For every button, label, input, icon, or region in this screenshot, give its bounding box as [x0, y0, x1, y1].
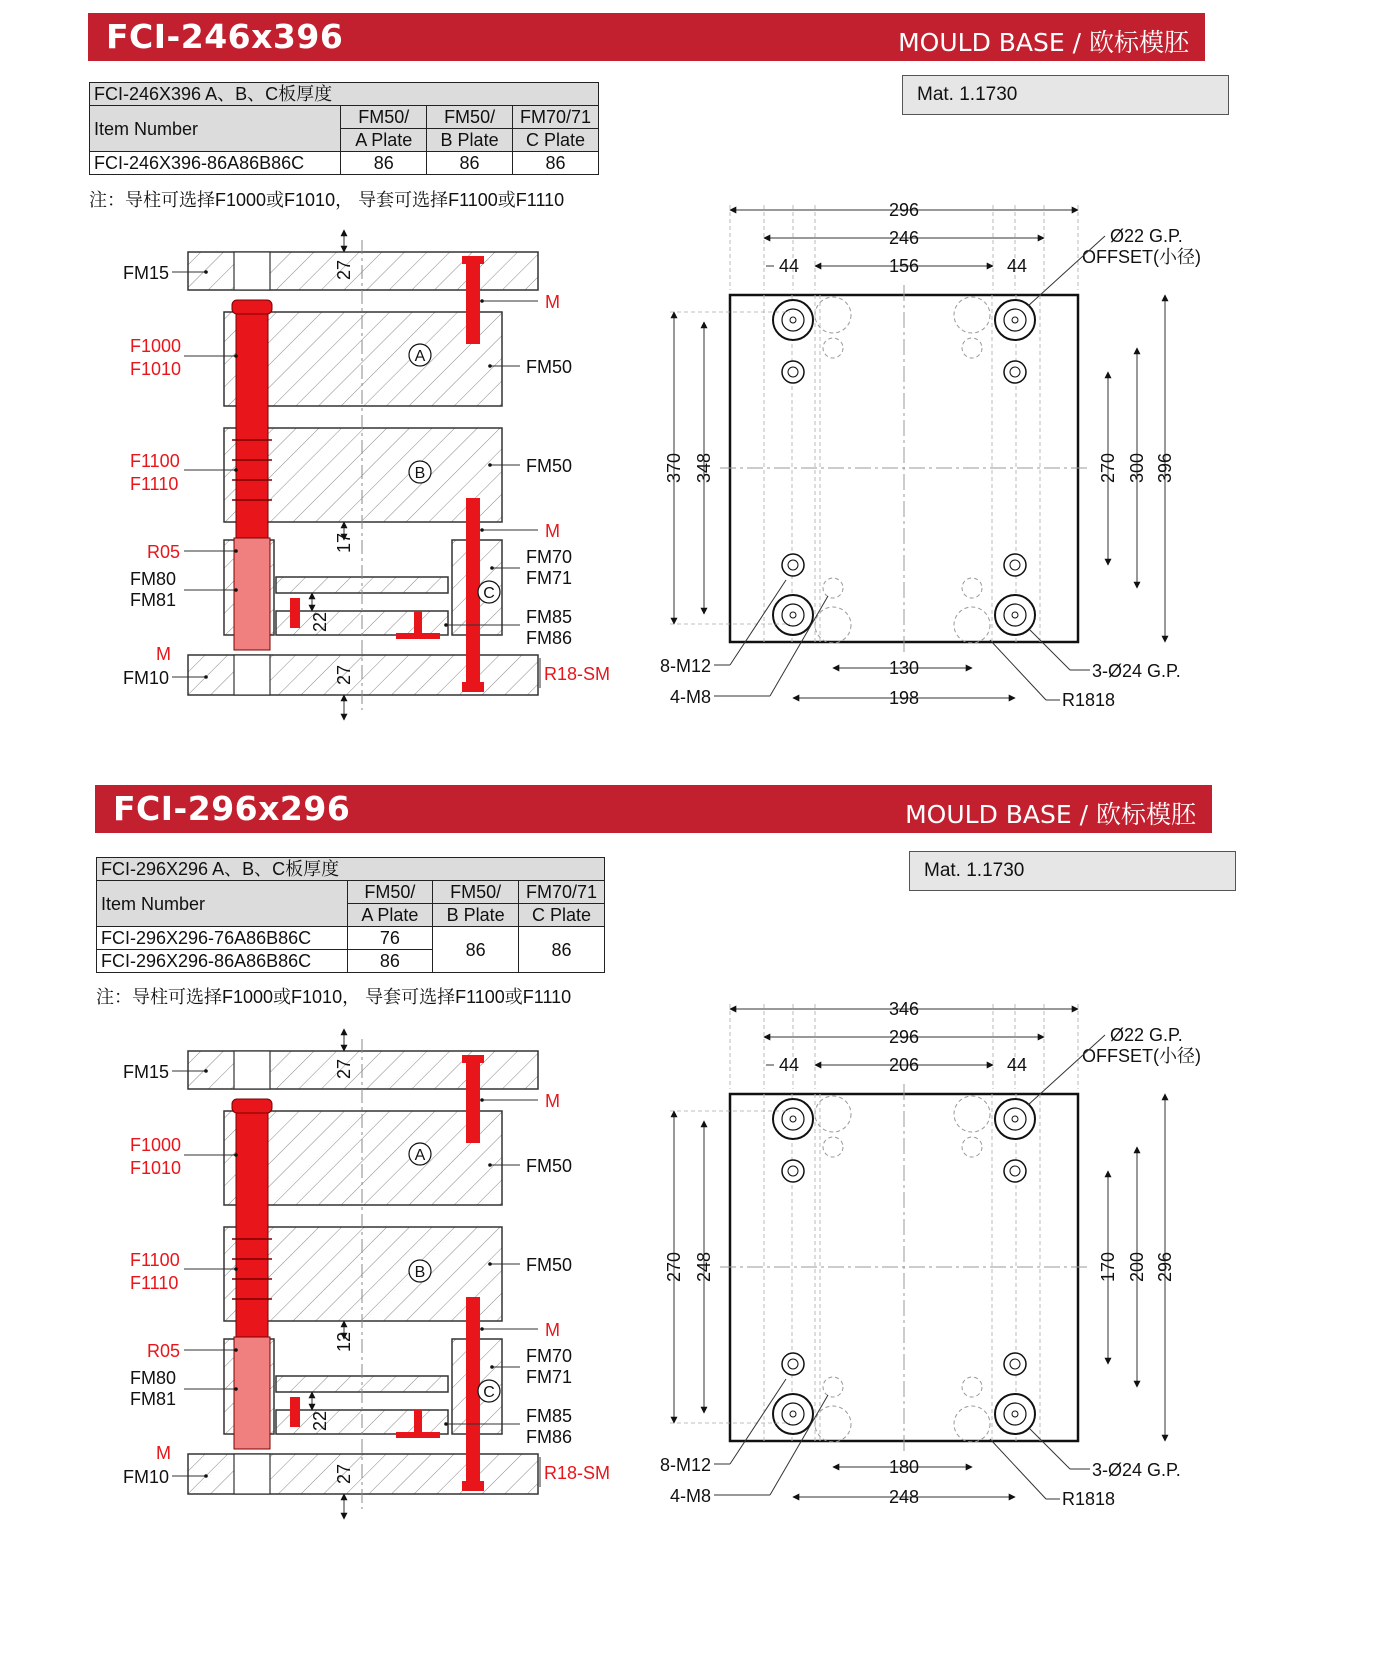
dim-396: 296: [1155, 1251, 1175, 1283]
fm86-label: FM86: [526, 1427, 573, 1447]
model-code: FCI-296x296: [113, 789, 351, 828]
bore-gap: [234, 655, 270, 695]
leader-dot: [490, 1365, 494, 1369]
fm15-label: FM15: [123, 263, 170, 283]
m8-label: 4-M8: [670, 687, 712, 707]
dim-300: 200: [1127, 1251, 1147, 1283]
fm80-label: FM80: [130, 569, 177, 589]
fm71-label: FM71: [526, 1367, 573, 1387]
dim-198: 198: [888, 688, 920, 708]
f1010-label: F1010: [130, 1158, 182, 1178]
col-c-header-1: FM70/71: [519, 881, 605, 904]
m12-label: 8-M12: [660, 1455, 712, 1475]
fm80-label: FM80: [130, 1368, 177, 1388]
screw-hole: [1004, 1353, 1026, 1375]
side-view-svg: [0, 799, 650, 1559]
gp24-label: 3-Ø24 G.P.: [1092, 1460, 1181, 1480]
fm10-label: FM10: [123, 1467, 170, 1487]
item-number-cell: FCI-296X296-76A86B86C: [97, 927, 348, 950]
col-b-header-2: B Plate: [427, 129, 513, 152]
guide-pillar-head: [232, 300, 272, 314]
banner-subtitle: MOULD BASE / 欧标模胚: [905, 800, 1196, 829]
stop-pin: [414, 611, 422, 637]
screw-hole: [1004, 554, 1026, 576]
dim-270: 170: [1098, 1251, 1118, 1283]
dim-c-label: 12: [334, 1331, 354, 1353]
gp22-label: Ø22 G.P.: [1110, 1025, 1183, 1045]
dim-130: 180: [888, 1457, 920, 1477]
col-c-header-2: C Plate: [519, 904, 605, 927]
leader-dot: [480, 299, 484, 303]
screw-body: [466, 1061, 480, 1143]
dim-right-width: 44: [1006, 1055, 1028, 1075]
return-pin-head: [462, 682, 484, 692]
offset-label: OFFSET(小径): [1082, 1046, 1201, 1066]
dim-left-width: 44: [778, 256, 800, 276]
plan-view-svg: [650, 0, 1300, 760]
leader-dot: [204, 270, 208, 274]
item-number-header: Item Number: [90, 106, 341, 152]
dim-top-label: 27: [334, 1058, 354, 1080]
leader-line: [990, 640, 1046, 700]
dim-left-width: 44: [778, 1055, 800, 1075]
side-view-svg: [0, 0, 650, 760]
fm15-label: FM15: [123, 1062, 170, 1082]
leader-dot: [234, 1267, 238, 1271]
dim-370: 370: [664, 452, 684, 484]
guide-note: 注：导柱可选择F1000或F1010， 导套可选择F1100或F1110: [89, 190, 565, 210]
model-code: FCI-246x396: [106, 17, 344, 56]
dim-370: 270: [664, 1251, 684, 1283]
return-pin-head: [462, 1481, 484, 1491]
dim-top-label: 27: [334, 259, 354, 281]
ejector-screw: [290, 1397, 300, 1427]
fm10-label: FM10: [123, 668, 170, 688]
r18-sm-label: R18-SM: [544, 1463, 611, 1483]
guide-pillar-hole: [995, 1394, 1035, 1434]
f1010-label: F1010: [130, 359, 182, 379]
guide-pillar-hole: [773, 300, 813, 340]
guide-pillar-hole: [773, 1394, 813, 1434]
c-plate-cell: 86: [513, 152, 599, 175]
col-b-header-1: FM50/: [427, 106, 513, 129]
dim-bot-label: 27: [334, 1463, 354, 1485]
leader-dot: [234, 549, 238, 553]
col-a-header-2: A Plate: [347, 904, 433, 927]
table-title: FCI-296X296 A、B、C板厚度: [97, 858, 605, 881]
f1000-label: F1000: [130, 336, 182, 356]
col-b-header-2: B Plate: [433, 904, 519, 927]
leader-dot: [444, 623, 448, 627]
r1818-label: R1818: [1062, 1489, 1116, 1509]
fm50-a-label: FM50: [526, 357, 573, 377]
guide-pillar-hole: [995, 595, 1035, 635]
dim-bot-label: 27: [334, 664, 354, 686]
r05-label: R05: [147, 1341, 181, 1361]
leader-dot: [480, 1098, 484, 1102]
leader-dot: [480, 528, 484, 532]
fm81-label: FM81: [130, 1389, 177, 1409]
screw-hole: [782, 554, 804, 576]
dim-mid-width: 156: [888, 256, 920, 276]
f1100-label: F1100: [130, 451, 180, 471]
table-title: FCI-246X396 A、B、C板厚度: [90, 83, 599, 106]
dim-130: 130: [888, 658, 920, 678]
guide-sleeve: [234, 1337, 270, 1449]
f1000-label: F1000: [130, 1135, 182, 1155]
dim-348: 348: [694, 452, 714, 484]
col-c-header-2: C Plate: [513, 129, 599, 152]
m-left-label: M: [156, 1443, 171, 1463]
screw-hole: [1004, 1160, 1026, 1182]
fm70-label: FM70: [526, 1346, 573, 1366]
side-view-drawing: [0, 799, 650, 1564]
guide-pillar-hole: [995, 1099, 1035, 1139]
r18-sm-label: R18-SM: [544, 664, 611, 684]
plate-marker-label: B: [414, 1264, 426, 1281]
guide-note: 注：导柱可选择F1000或F1010， 导套可选择F1100或F1110: [96, 987, 572, 1007]
leader-dot: [480, 1327, 484, 1331]
leader-line: [990, 1439, 1046, 1499]
col-a-header-1: FM50/: [341, 106, 427, 129]
dim-270: 270: [1098, 452, 1118, 484]
dim-total-width: 296: [888, 200, 920, 220]
guide-pillar-body: [236, 314, 268, 538]
fm85-label: FM85: [526, 607, 573, 627]
plate-marker-label: A: [414, 1147, 426, 1164]
fm50-a-label: FM50: [526, 1156, 573, 1176]
leader-dot: [234, 588, 238, 592]
fm50-b-label: FM50: [526, 1255, 573, 1275]
m-top-label: M: [545, 292, 560, 312]
m-mid-label: M: [545, 1320, 560, 1340]
plan-view-drawing: [650, 0, 1300, 765]
plate-marker-label: A: [414, 348, 426, 365]
plate-marker-label: B: [414, 465, 426, 482]
leader-dot: [444, 1422, 448, 1426]
banner-subtitle: MOULD BASE / 欧标模胚: [898, 28, 1189, 57]
stop-pin: [414, 1410, 422, 1436]
dim-gp-width: 246: [888, 228, 920, 248]
guide-pillar-hole: [773, 1099, 813, 1139]
b-plate-cell: 86: [427, 152, 513, 175]
material-box: Mat. 1.1730: [909, 851, 1236, 891]
leader-dot: [488, 364, 492, 368]
leader-dot: [488, 1262, 492, 1266]
side-view-drawing: [0, 0, 650, 765]
gp24-label: 3-Ø24 G.P.: [1092, 661, 1181, 681]
dim-ej-label: 22: [310, 611, 330, 633]
m-top-label: M: [545, 1091, 560, 1111]
m12-label: 8-M12: [660, 656, 712, 676]
section-fci-296x296: [0, 789, 1400, 1671]
leader-dot: [204, 675, 208, 679]
leader-dot: [204, 1474, 208, 1478]
guide-pillar-hole: [773, 595, 813, 635]
item-number-cell: FCI-296X296-86A86B86C: [97, 950, 348, 973]
dim-396: 396: [1155, 452, 1175, 484]
guide-pillar-hole: [995, 300, 1035, 340]
leader-dot: [234, 468, 238, 472]
fm86-label: FM86: [526, 628, 573, 648]
dim-gp-width: 296: [888, 1027, 920, 1047]
dim-ej-label: 22: [310, 1410, 330, 1432]
leader-dot: [488, 1163, 492, 1167]
dim-198: 248: [888, 1487, 920, 1507]
dim-total-width: 346: [888, 999, 920, 1019]
col-c-header-1: FM70/71: [513, 106, 599, 129]
section-fci-246x396: [0, 0, 1400, 830]
screw-hole: [782, 1353, 804, 1375]
offset-label: OFFSET(小径): [1082, 247, 1201, 267]
r1818-label: R1818: [1062, 690, 1116, 710]
bore-gap: [234, 252, 270, 290]
dim-300: 300: [1127, 452, 1147, 484]
screw-hole: [782, 361, 804, 383]
screw-body: [466, 262, 480, 344]
col-b-header-1: FM50/: [433, 881, 519, 904]
fm85-label: FM85: [526, 1406, 573, 1426]
a-plate-cell: 86: [347, 950, 433, 973]
fm71-label: FM71: [526, 568, 573, 588]
c-plate-cell: 86: [519, 927, 605, 973]
gp22-label: Ø22 G.P.: [1110, 226, 1183, 246]
plan-view-drawing: [650, 799, 1300, 1564]
plan-view-svg: [650, 799, 1300, 1559]
m-left-label: M: [156, 644, 171, 664]
item-number-cell: FCI-246X396-86A86B86C: [90, 152, 341, 175]
m-mid-label: M: [545, 521, 560, 541]
leader-dot: [234, 1387, 238, 1391]
f1100-label: F1100: [130, 1250, 180, 1270]
bore-gap: [234, 1454, 270, 1494]
plate-marker-label: C: [483, 585, 495, 602]
leader-dot: [488, 463, 492, 467]
dim-mid-width: 206: [888, 1055, 920, 1075]
col-a-header-1: FM50/: [347, 881, 433, 904]
screw-hole: [1004, 361, 1026, 383]
leader-dot: [204, 1069, 208, 1073]
col-a-header-2: A Plate: [341, 129, 427, 152]
b-plate-cell: 86: [433, 927, 519, 973]
guide-pillar-body: [236, 1113, 268, 1337]
plate-marker-label: C: [483, 1384, 495, 1401]
leader-dot: [234, 1153, 238, 1157]
screw-hole: [782, 1160, 804, 1182]
material-box: Mat. 1.1730: [902, 75, 1229, 115]
leader-dot: [234, 354, 238, 358]
leader-dot: [234, 1348, 238, 1352]
fm70-label: FM70: [526, 547, 573, 567]
m8-label: 4-M8: [670, 1486, 712, 1506]
dim-348: 248: [694, 1251, 714, 1283]
dim-right-width: 44: [1006, 256, 1028, 276]
item-number-header: Item Number: [97, 881, 348, 927]
f1110-label: F1110: [130, 474, 179, 494]
guide-pillar-head: [232, 1099, 272, 1113]
fm81-label: FM81: [130, 590, 177, 610]
a-plate-cell: 76: [347, 927, 433, 950]
bore-gap: [234, 1051, 270, 1089]
dim-c-label: 17: [334, 532, 354, 554]
leader-dot: [490, 566, 494, 570]
fm50-b-label: FM50: [526, 456, 573, 476]
a-plate-cell: 86: [341, 152, 427, 175]
guide-sleeve: [234, 538, 270, 650]
ejector-screw: [290, 598, 300, 628]
r05-label: R05: [147, 542, 181, 562]
f1110-label: F1110: [130, 1273, 179, 1293]
